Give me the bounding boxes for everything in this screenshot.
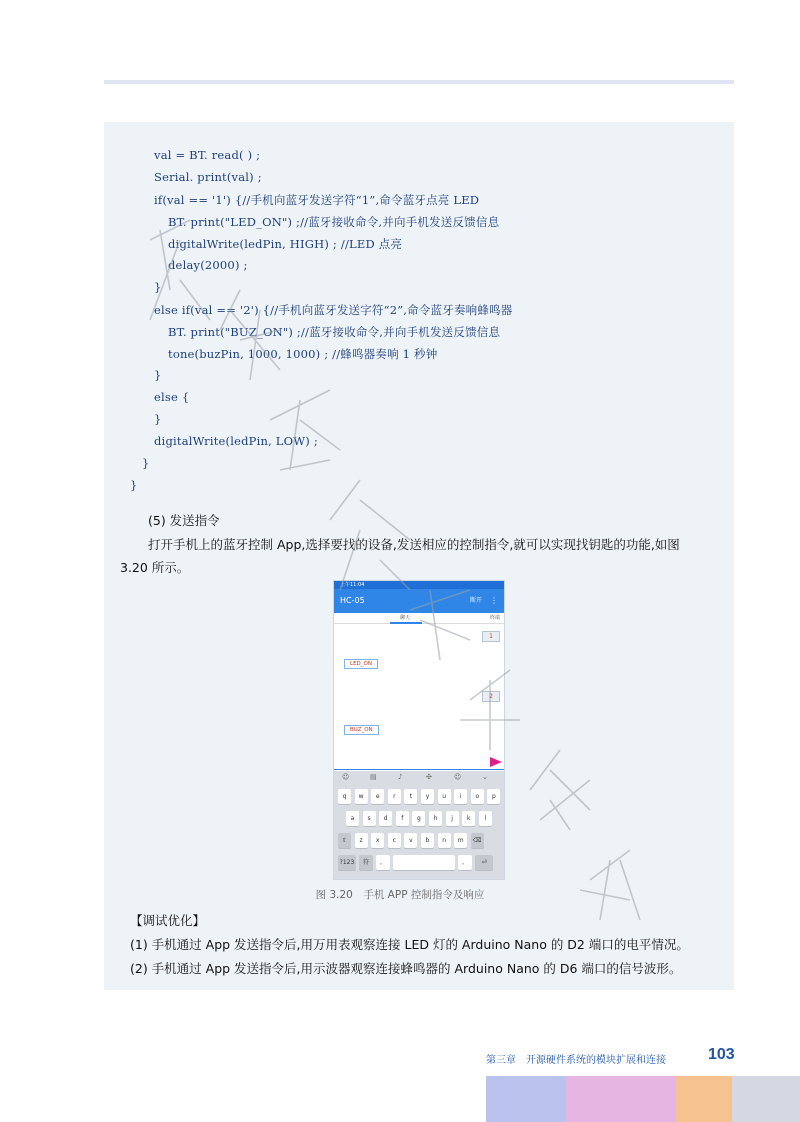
key[interactable]: g: [412, 811, 425, 826]
keyboard-row: [334, 833, 504, 851]
collapse-icon[interactable]: ⌄: [482, 773, 488, 781]
key[interactable]: m: [454, 833, 467, 848]
key[interactable]: f: [396, 811, 409, 826]
figure-caption: 图 3.20 手机 APP 控制指令及响应: [315, 889, 485, 901]
key[interactable]: u: [438, 789, 451, 804]
tab-terminal[interactable]: 终端: [489, 615, 500, 621]
sent-message: 1: [482, 631, 500, 642]
key[interactable]: p: [487, 789, 500, 804]
footer-stripe: [566, 1076, 676, 1122]
debug-heading: 【调试优化】: [130, 913, 206, 928]
section-heading: (5) 发送指令: [148, 513, 220, 528]
keyboard-row: [334, 811, 504, 829]
key[interactable]: q: [338, 789, 351, 804]
code-line: }: [154, 368, 162, 382]
key[interactable]: o: [471, 789, 484, 804]
phone-app-bar: [334, 589, 504, 613]
key[interactable]: t: [404, 789, 417, 804]
key[interactable]: [393, 855, 455, 870]
chapter-title: 第三章 开源硬件系统的模块扩展和连接: [486, 1055, 666, 1066]
key[interactable]: s: [363, 811, 376, 826]
on-screen-keyboard: [334, 771, 504, 879]
active-tab-indicator: [390, 622, 422, 624]
key[interactable]: ，: [376, 855, 390, 870]
key[interactable]: i: [454, 789, 467, 804]
code-line: }: [154, 412, 162, 426]
sent-message: 2: [482, 691, 500, 702]
key[interactable]: ?123: [338, 855, 356, 870]
code-line: BT. print("LED_ON") ;//蓝牙接收命令,并向手机发送反馈信息: [168, 215, 500, 229]
key[interactable]: e: [371, 789, 384, 804]
content-panel: [104, 122, 734, 990]
code-line: else {: [154, 390, 190, 404]
paragraph-line: 打开手机上的蓝牙控制 App,选择要找的设备,发送相应的控制指令,就可以实现找钥匙的功能,如图: [148, 537, 680, 552]
keyboard-toolbar: [334, 773, 504, 785]
key[interactable]: b: [421, 833, 434, 848]
debug-item: (1) 手机通过 App 发送指令后,用万用表观察连接 LED 灯的 Arduino Nano 的 D2 端口的电平情况。: [130, 937, 689, 952]
keyboard-row: [334, 789, 504, 807]
key[interactable]: h: [429, 811, 442, 826]
code-line: }: [142, 456, 150, 470]
key[interactable]: c: [388, 833, 401, 848]
emoji-icon[interactable]: ☺: [342, 773, 350, 781]
footer-stripe: [486, 1076, 566, 1122]
key[interactable]: w: [355, 789, 368, 804]
overflow-menu-icon[interactable]: ⋮: [490, 596, 498, 605]
send-icon[interactable]: [490, 757, 502, 767]
footer-stripe: [732, 1076, 800, 1122]
code-line: else if(val == '2') {//手机向蓝牙发送字符“2”,命令蓝牙奏响蜂鸣器: [154, 303, 513, 317]
code-line: Serial. print(val) ;: [154, 170, 262, 184]
code-line: delay(2000) ;: [168, 258, 248, 272]
code-line: }: [130, 478, 138, 492]
key[interactable]: k: [462, 811, 475, 826]
key[interactable]: ⏎: [475, 855, 493, 870]
phone-tabs: [334, 613, 504, 624]
message-input[interactable]: [334, 755, 504, 770]
received-message: BUZ_ON: [344, 725, 379, 735]
key[interactable]: z: [355, 833, 368, 848]
mic-icon[interactable]: ♪: [398, 773, 403, 781]
sticker-icon[interactable]: ☺: [454, 773, 462, 781]
keyboard-row: [334, 855, 504, 873]
debug-item: (2) 手机通过 App 发送指令后,用示波器观察连接蜂鸣器的 Arduino Nano 的 D6 端口的信号波形。: [130, 961, 682, 976]
key[interactable]: 。: [458, 855, 472, 870]
key[interactable]: y: [421, 789, 434, 804]
cursor-icon[interactable]: ✣: [426, 773, 432, 781]
key[interactable]: j: [446, 811, 459, 826]
keyboard-icon[interactable]: ▤: [370, 773, 377, 781]
paragraph-line: 3.20 所示。: [120, 560, 190, 575]
key[interactable]: d: [379, 811, 392, 826]
code-line: tone(buzPin, 1000, 1000) ; //蜂鸣器奏响 1 秒钟: [168, 347, 438, 361]
phone-app-title: HC-05: [340, 596, 365, 605]
received-message: LED_ON: [344, 659, 378, 669]
tab-chat[interactable]: 聊天: [400, 615, 411, 621]
key[interactable]: r: [388, 789, 401, 804]
key[interactable]: v: [404, 833, 417, 848]
key[interactable]: n: [438, 833, 451, 848]
key[interactable]: l: [479, 811, 492, 826]
page-number: 103: [708, 1046, 735, 1063]
disconnect-button[interactable]: 断开: [469, 597, 482, 604]
code-line: BT. print("BUZ_ON") ;//蓝牙接收命令,并向手机发送反馈信息: [168, 325, 501, 339]
header-rule: [104, 80, 734, 84]
key[interactable]: 符: [359, 855, 373, 870]
phone-screenshot-figure: [333, 580, 505, 880]
key[interactable]: x: [371, 833, 384, 848]
code-line: val = BT. read( ) ;: [154, 148, 261, 162]
code-line: digitalWrite(ledPin, HIGH) ; //LED 点亮: [168, 237, 403, 251]
key[interactable]: a: [346, 811, 359, 826]
code-line: }: [154, 280, 162, 294]
code-line: if(val == '1') {//手机向蓝牙发送字符“1”,命令蓝牙点亮 LED: [154, 193, 480, 207]
footer-stripe: [676, 1076, 732, 1122]
key[interactable]: ⇧: [338, 833, 351, 848]
code-line: digitalWrite(ledPin, LOW) ;: [154, 434, 318, 448]
key[interactable]: ⌫: [471, 833, 484, 848]
phone-status-bar: 上午11:04: [334, 581, 504, 589]
